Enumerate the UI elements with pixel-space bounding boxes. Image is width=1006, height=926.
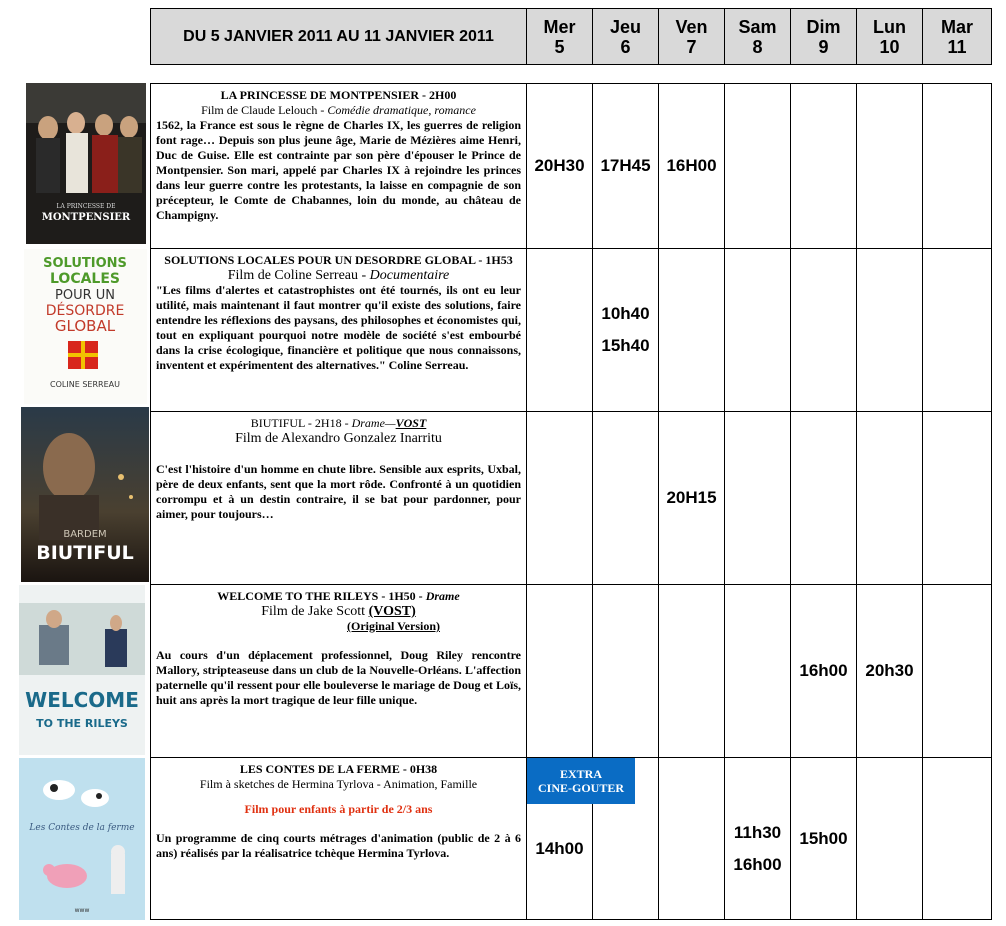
svg-text:TO THE RILEYS: TO THE RILEYS: [36, 717, 128, 730]
svg-text:POUR UN: POUR UN: [55, 288, 115, 303]
svg-text:COLINE SERREAU: COLINE SERREAU: [50, 380, 120, 389]
showtime-dim: [791, 412, 857, 585]
poster-biutiful: [21, 407, 149, 582]
film-title: LES CONTES DE LA FERME - 0H38: [239, 762, 438, 776]
showtime-lun: [857, 249, 923, 412]
film-info-contes-ferme: [151, 758, 527, 920]
date-range-title: DU 5 JANVIER 2011 AU 11 JANVIER 2011: [151, 9, 527, 65]
day-header-lun: Lun 10: [857, 9, 923, 65]
showtime-sam: [725, 412, 791, 585]
showtime-mer: 20H30: [527, 84, 593, 249]
showtime-mer: [527, 758, 624, 920]
svg-text:BIUTIFUL: BIUTIFUL: [36, 542, 134, 564]
film-synopsis: "Les films d'alertes et catastrophistes ont été tournés, ils ont eu leur utilité, mais maintenant il faut montrer qu'il existe des solutions, faire entendre les réflexions des paysans, des philosophes et économistes qui, tout en expliquant pourquoi notre modèle de société s'est embourbé dans la crise écologique, financière et politique que nous connaissons, inventent et expérimentent des alternatives." Coline Serreau.: [156, 283, 521, 372]
day-header-dim: Dim 9: [791, 9, 857, 65]
film-director: Film de Claude Lelouch - Comédie dramatique, romance: [201, 103, 476, 117]
showtime-jeu: 17H45: [593, 84, 659, 249]
svg-text:WELCOME: WELCOME: [25, 688, 139, 712]
showtime-jeu-1: 10h40: [601, 304, 650, 323]
svg-text:LOCALES: LOCALES: [50, 271, 120, 287]
film-title: BIUTIFUL - 2H18 - Drame—VOST: [250, 416, 427, 430]
showtime-sam: [725, 84, 791, 249]
poster-solutions-locales: [24, 249, 147, 404]
kids-age-note: Film pour enfants à partir de 2/3 ans: [244, 802, 433, 816]
film-row: [151, 84, 992, 249]
poster-contes-ferme: [19, 758, 145, 920]
day-header-mar: Mar 11: [923, 9, 992, 65]
showtime-lun: [857, 758, 923, 920]
day-header-mer: Mer 5: [527, 9, 593, 65]
poster-princesse: [26, 83, 146, 244]
film-synopsis: C'est l'histoire d'un homme en chute libre. Sensible aux esprits, Uxbal, père de deux enfants, sent que la mort rôde. Confronté à un quotidien corrompu et à un destin contraire, il se bat pour pardonner, pour aimer, pour toujours…: [156, 462, 521, 521]
film-director: Film de Alexandro Gonzalez Inarritu: [235, 431, 442, 446]
svg-text:SOLUTIONS: SOLUTIONS: [43, 256, 127, 271]
showtime-ven: 16H00: [659, 84, 725, 249]
film-director: Film de Coline Serreau - Documentaire: [227, 268, 450, 283]
svg-text:MONTPENSIER: MONTPENSIER: [41, 212, 131, 223]
showtime-mar: [923, 585, 992, 758]
showtime-mer: [527, 412, 593, 585]
svg-text:www: www: [74, 907, 90, 914]
film-row: [151, 758, 992, 920]
showtime-lun: [857, 84, 923, 249]
day-header-ven: Ven 7: [659, 9, 725, 65]
showtime-lun: 20h30: [857, 585, 923, 758]
film-synopsis: Un programme de cinq courts métrages d'animation (public de 2 à 6 ans) réalisés par la réalisatrice tchèque Hermina Tyrlova.: [156, 831, 521, 860]
film-info-biutiful: [151, 412, 527, 585]
version-note: (Original Version): [346, 619, 440, 633]
showtime-mar: [923, 249, 992, 412]
film-info-princesse: [151, 84, 527, 249]
poster-welcome-rileys: [19, 585, 145, 755]
showtime-mer: [527, 585, 593, 758]
showtime-mar: [923, 412, 992, 585]
showtime-dim: [791, 84, 857, 249]
showtime-dim: 16h00: [791, 585, 857, 758]
showtime-sam-1: 11h30: [733, 822, 782, 842]
film-title: WELCOME TO THE RILEYS - 1H50 - Drame: [217, 589, 460, 603]
showtime-ven: [659, 758, 725, 920]
showtime-dim: 15h00: [791, 758, 857, 920]
showtime-mar: [923, 84, 992, 249]
film-title: SOLUTIONS LOCALES POUR UN DESORDRE GLOBAL - 1H53: [164, 253, 513, 267]
film-title: LA PRINCESSE DE MONTPENSIER - 2H00: [220, 88, 457, 102]
svg-text:DÉSORDRE: DÉSORDRE: [45, 303, 125, 319]
day-header-sam: Sam 8: [725, 9, 791, 65]
showtime-ven: [659, 585, 725, 758]
svg-text:GLOBAL: GLOBAL: [54, 317, 116, 335]
svg-text:Les Contes de la ferme: Les Contes de la ferme: [29, 823, 135, 833]
film-row: [151, 249, 992, 412]
extra-cine-gouter-badge: EXTRA CINE-GOUTER: [527, 758, 635, 804]
schedule-header: [150, 8, 992, 65]
showtime-ven: [659, 249, 725, 412]
showtime-mar: [923, 758, 992, 920]
showtime-dim: [791, 249, 857, 412]
showtime-jeu: [593, 758, 659, 920]
svg-text:BARDEM: BARDEM: [63, 529, 107, 540]
film-synopsis: 1562, la France est sous le règne de Charles IX, les guerres de religion font rage… Depuis son plus jeune âge, Marie de Mézières aime Henri, Duc de Guise. Elle est contrainte par son père d'épouser le Prince de Montpensier. Son mari, appelé par Charles IX à rejoindre les princes dans leur guerre contre les protestants, la laisse en compagnie de son précepteur, le Comte de Chabannes, loin du monde, au château de Champigny.: [156, 118, 521, 222]
showtime-lun: [857, 412, 923, 585]
film-director: Film à sketches de Hermina Tyrlova - Animation, Famille: [199, 777, 478, 791]
film-director: Film de Jake Scott (VOST): [261, 604, 416, 619]
showtime-sam: [725, 249, 791, 412]
showtime-mer-time: 14h00: [535, 838, 584, 858]
showtime-mer: [527, 249, 593, 412]
film-info-solutions-locales: [151, 249, 527, 412]
film-row: [151, 585, 992, 758]
showtime-sam: [725, 585, 791, 758]
film-info-welcome-rileys: [151, 585, 527, 758]
showtime-jeu: [593, 412, 659, 585]
showtime-sam: [725, 758, 791, 920]
showtime-sam-2: 16h00: [733, 854, 782, 874]
schedule-table: [150, 83, 992, 920]
film-row: [151, 412, 992, 585]
svg-text:LA PRINCESSE DE: LA PRINCESSE DE: [56, 203, 116, 210]
showtime-jeu-2: 15h40: [601, 336, 650, 355]
showtime-jeu: [593, 585, 659, 758]
showtime-jeu: [593, 249, 659, 412]
showtime-ven: 20H15: [659, 412, 725, 585]
film-synopsis: Au cours d'un déplacement professionnel, Doug Riley rencontre Mallory, stripteaseuse dans un club de la Nouvelle-Orléans. L'affection paternelle qu'il ressent pour elle bouleverse le mariage de Doug et Loïs, huit ans après la mort tragique de leur fille unique.: [156, 648, 521, 707]
day-header-jeu: Jeu 6: [593, 9, 659, 65]
